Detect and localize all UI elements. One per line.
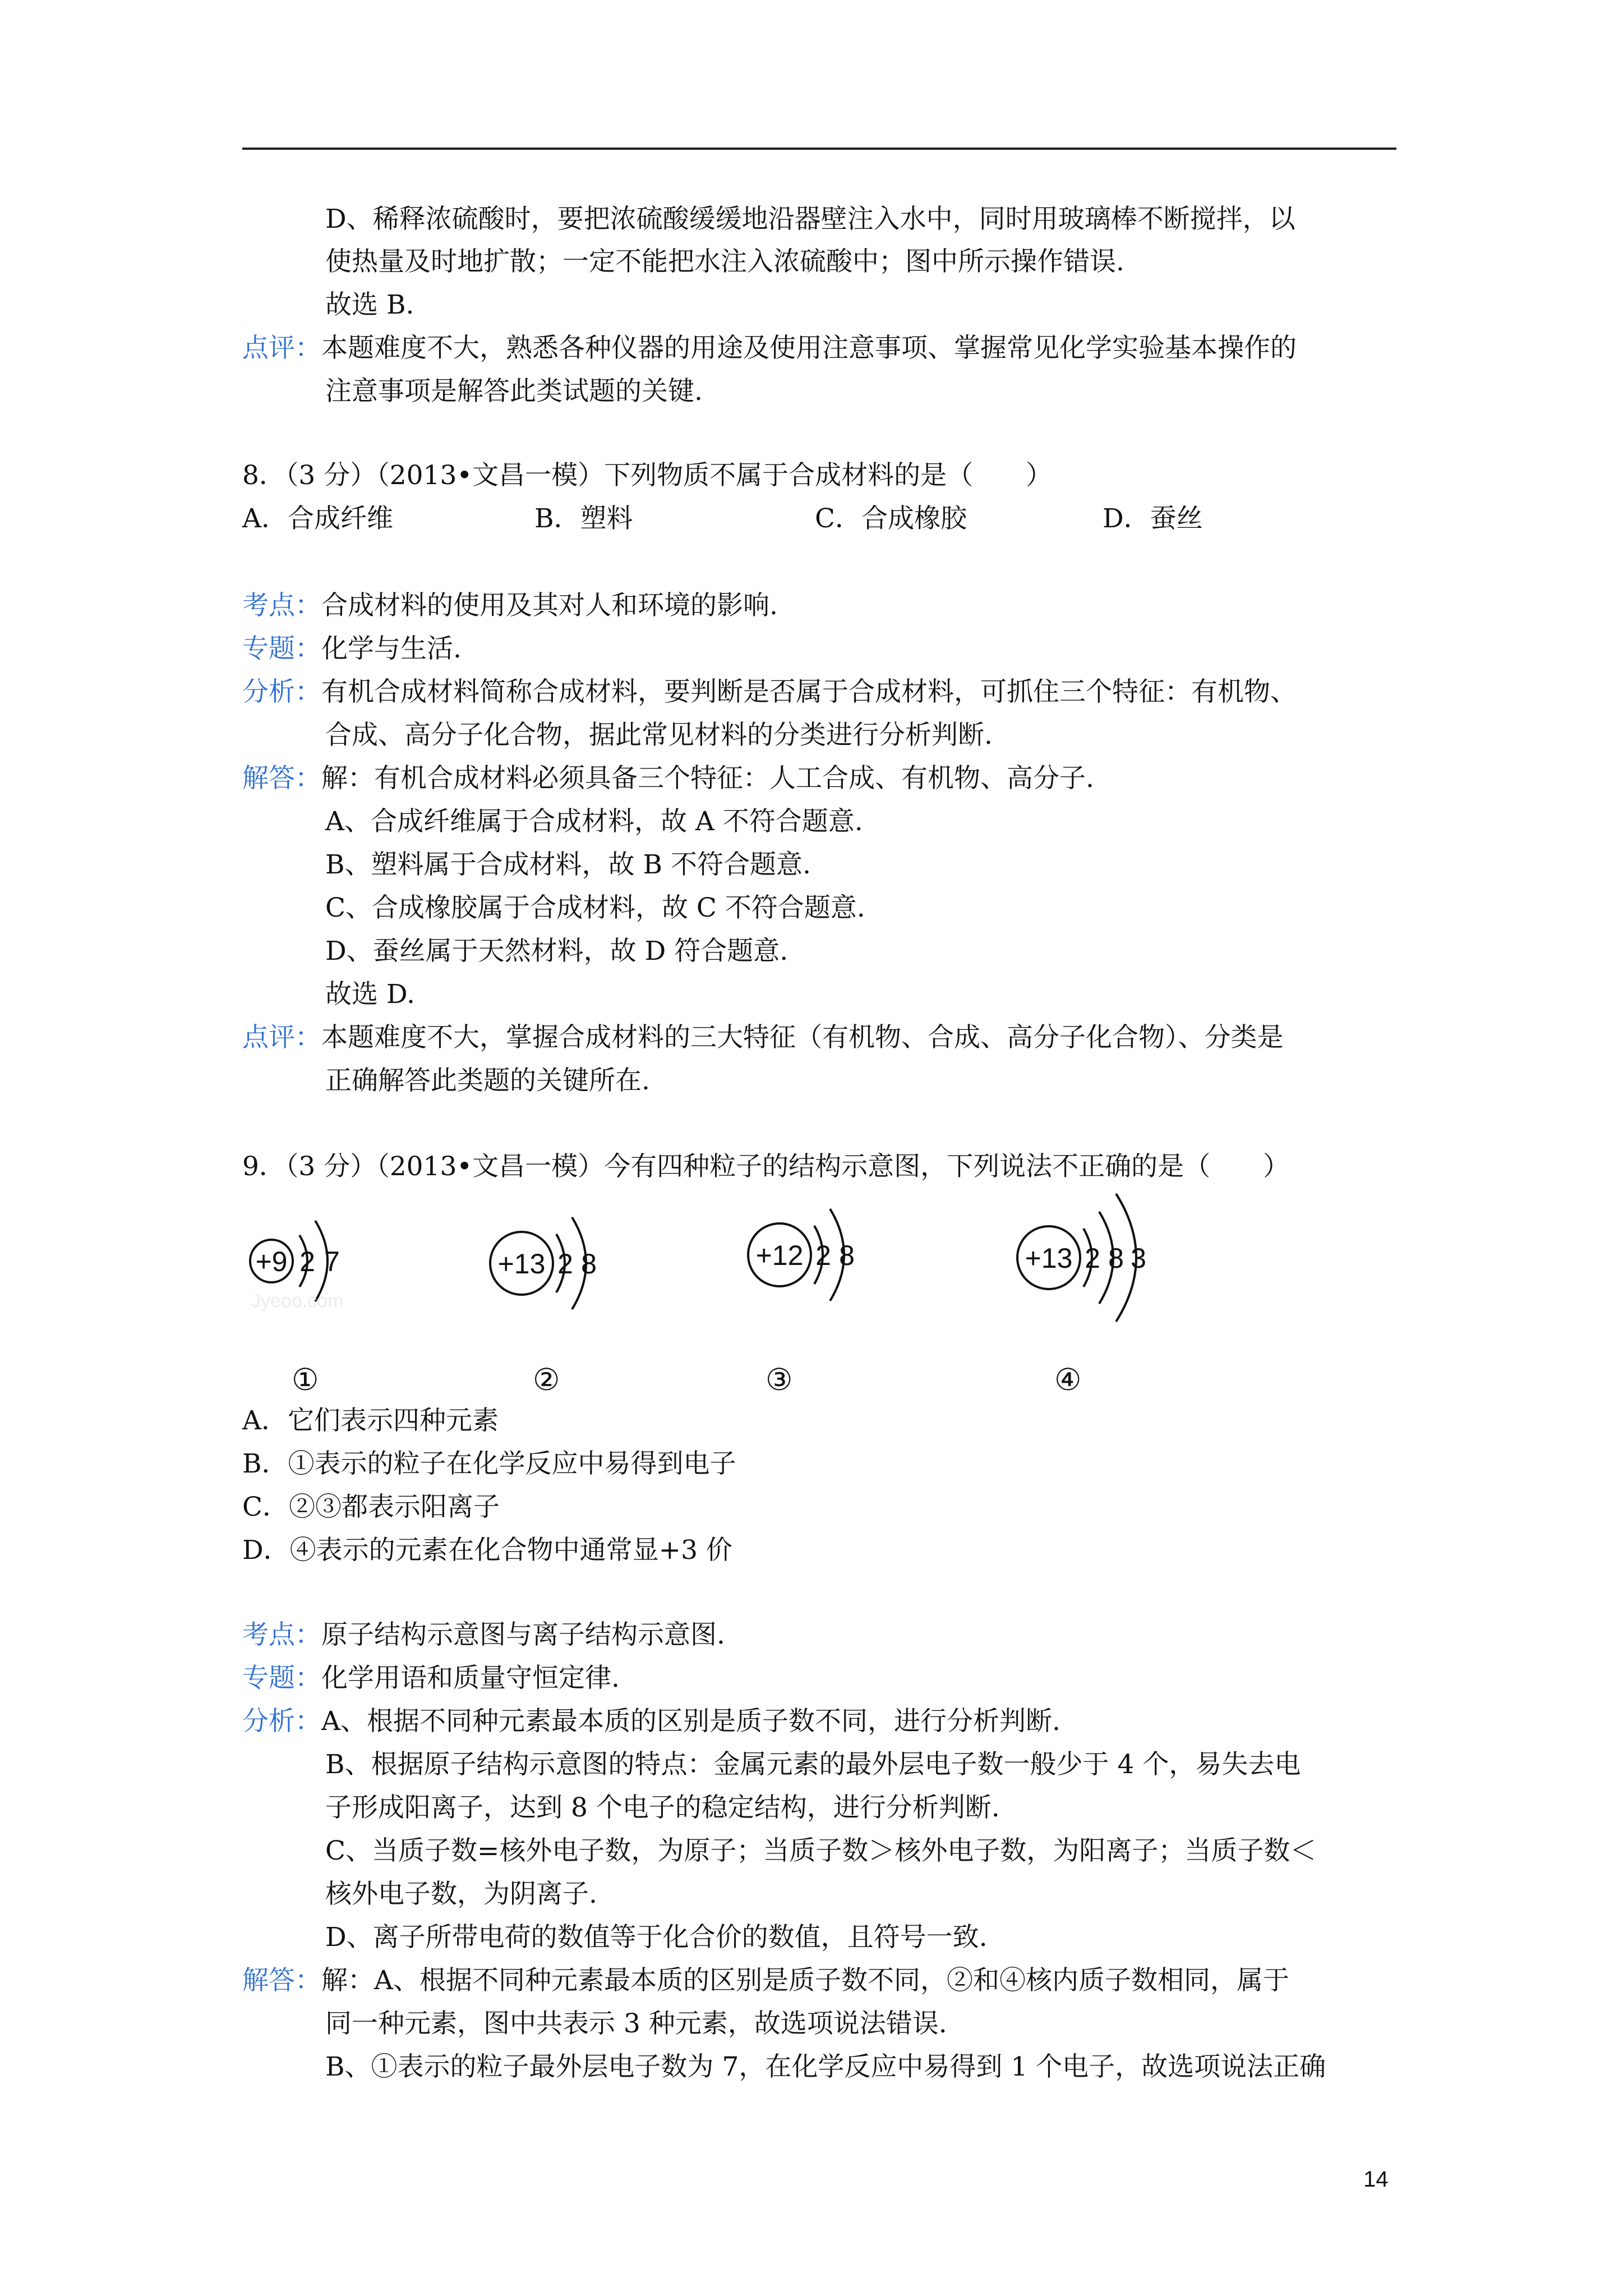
q8-option-a: A．合成纤维 <box>242 503 393 534</box>
q8-option-c: C．合成橡胶 <box>815 503 967 534</box>
comment-tag: 点评： <box>242 333 321 364</box>
q8-comment-line1: 点评：本题难度不大，掌握合成材料的三大特征（有机物、合成、高分子化合物）、分类是 <box>242 1022 1284 1053</box>
q9-fenxi-c-line1: C、当质子数=核外电子数，为原子；当质子数＞核外电子数，为阳离子；当质子数＜ <box>325 1835 1317 1866</box>
shell-electrons: 8 <box>581 1248 597 1280</box>
shell-electrons: 8 <box>839 1240 855 1271</box>
nucleus-charge: +9 <box>255 1246 288 1277</box>
shell-electrons: 3 <box>1131 1243 1146 1274</box>
q8-option-b: B．塑料 <box>534 503 633 534</box>
atom-diagram-3 <box>740 1192 875 1315</box>
q9-question: 9．（3 分）（2013•文昌一模）今有四种粒子的结构示意图，下列说法不正确的是（ ） <box>242 1151 1290 1182</box>
atom-diagram-4 <box>1009 1184 1178 1329</box>
q8-jieda-b: B、塑料属于合成材料，故 B 不符合题意. <box>325 849 811 880</box>
q9-option-d: D．④表示的元素在化合物中通常显+3 价 <box>242 1535 732 1566</box>
q8-option-d: D．蚕丝 <box>1103 503 1203 534</box>
q8-jieda-d: D、蚕丝属于天然材料，故 D 符合题意. <box>325 936 789 967</box>
q9-fenxi-a: 分析：A、根据不同种元素最本质的区别是质子数不同，进行分析判断. <box>242 1706 1061 1737</box>
nucleus-charge: +13 <box>1025 1243 1073 1274</box>
q9-fenxi-d: D、离子所带电荷的数值等于化合价的数值，且符号一致. <box>325 1922 988 1953</box>
q9-zhuanti: 专题：化学用语和质量守恒定律. <box>242 1663 620 1694</box>
q9-jieda-a-line2: 同一种元素，图中共表示 3 种元素，故选项说法错误. <box>325 2008 947 2039</box>
q8-fenxi-line1: 分析：有机合成材料简称合成材料，要判断是否属于合成材料，可抓住三个特征：有机物、 <box>242 677 1297 707</box>
q8-zhuanti: 专题：化学与生活. <box>242 633 462 664</box>
nucleus-charge: +13 <box>497 1248 546 1280</box>
atom-diagram-2 <box>482 1200 617 1324</box>
q7-answer: 故选 B. <box>325 289 414 320</box>
q9-jieda-a-line1: 解答：解：A、根据不同种元素最本质的区别是质子数不同，②和④核内质子数相同，属于 <box>242 1965 1289 1996</box>
q7-analysis-d-line1: D、稀释浓硫酸时，要把浓硫酸缓缓地沿器壁注入水中，同时用玻璃棒不断搅拌，以 <box>325 204 1295 234</box>
q8-jieda-line1: 解答：解：有机合成材料必须具备三个特征：人工合成、有机物、高分子. <box>242 763 1094 794</box>
q9-fenxi-c-line2: 核外电子数，为阴离子. <box>325 1879 597 1910</box>
header-rule <box>242 148 1396 150</box>
page-number: 14 <box>1363 2167 1389 2192</box>
watermark: Jyeoo.com <box>251 1290 344 1312</box>
q8-jieda-c: C、合成橡胶属于合成材料，故 C 不符合题意. <box>325 892 865 923</box>
q9-fenxi-b-line2: 子形成阳离子，达到 8 个电子的稳定结构，进行分析判断. <box>325 1792 1000 1823</box>
q9-option-b: B．①表示的粒子在化学反应中易得到电子 <box>242 1448 736 1479</box>
q8-kaodian: 考点：合成材料的使用及其对人和环境的影响. <box>242 590 778 621</box>
q9-kaodian: 考点：原子结构示意图与离子结构示意图. <box>242 1619 725 1650</box>
q8-comment-line2: 正确解答此类题的关键所在. <box>325 1065 650 1096</box>
q9-option-a: A．它们表示四种元素 <box>242 1405 499 1436</box>
shell-electrons: 2 <box>815 1240 831 1271</box>
shell-electrons: 2 <box>1085 1243 1100 1274</box>
diagram-label-4: ④ <box>1054 1362 1082 1397</box>
q9-fenxi-b-line1: B、根据原子结构示意图的特点：金属元素的最外层电子数一般少于 4 个，易失去电 <box>325 1749 1301 1780</box>
shell-electrons: 7 <box>324 1246 340 1277</box>
q8-jieda-a: A、合成纤维属于合成材料，故 A 不符合题意. <box>325 806 863 837</box>
q7-analysis-d-line2: 使热量及时地扩散；一定不能把水注入浓硫酸中；图中所示操作错误. <box>325 246 1124 277</box>
q7-comment-line2: 注意事项是解答此类试题的关键. <box>325 376 703 407</box>
diagram-label-1: ① <box>292 1362 319 1397</box>
shell-electrons: 8 <box>1108 1243 1124 1274</box>
shell-electrons: 2 <box>557 1248 573 1280</box>
q8-question: 8．（3 分）（2013•文昌一模）下列物质不属于合成材料的是（ ） <box>242 460 1053 491</box>
q9-jieda-b-line1: B、①表示的粒子最外层电子数为 7，在化学反应中易得到 1 个电子，故选项说法正确 <box>325 2051 1326 2082</box>
q7-comment-line1: 点评：本题难度不大，熟悉各种仪器的用途及使用注意事项、掌握常见化学实验基本操作的 <box>242 333 1297 364</box>
nucleus-charge: +12 <box>755 1240 804 1271</box>
q9-option-c: C．②③都表示阳离子 <box>242 1492 500 1522</box>
shell-electrons: 2 <box>299 1246 315 1277</box>
q8-fenxi-line2: 合成、高分子化合物，据此常见材料的分类进行分析判断. <box>325 720 993 751</box>
diagram-label-3: ③ <box>766 1362 793 1397</box>
q8-answer: 故选 D. <box>325 979 415 1010</box>
diagram-label-2: ② <box>533 1362 560 1397</box>
